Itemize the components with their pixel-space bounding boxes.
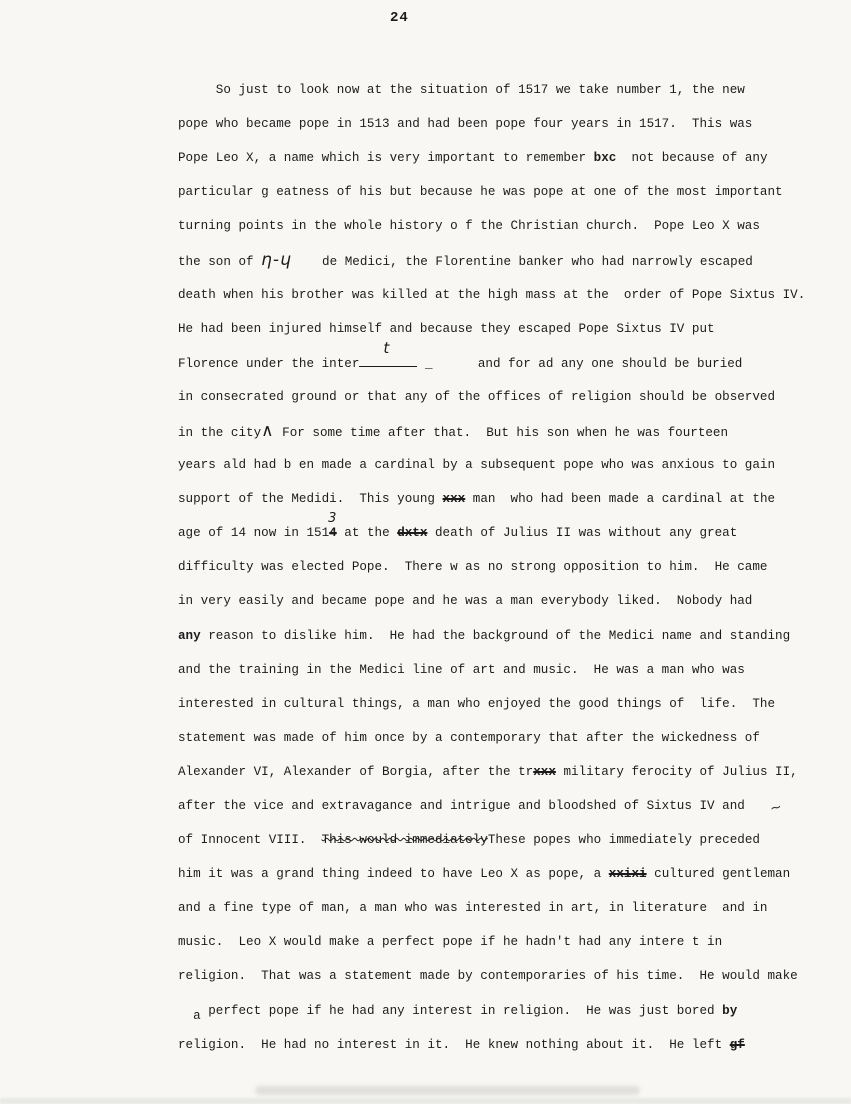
text-segment: He had been injured himself and because they escaped Pope Sixtus IV put: [178, 321, 715, 336]
text-segment: Pope Leo X, a name which is very important to remember: [178, 151, 594, 166]
text-segment: bxc: [593, 151, 617, 166]
text-segment: after the vice and extravagance and intrigue and bloodshed of Sixtus IV and: [178, 798, 745, 813]
text-segment: interested in cultural things, a man who enjoyed the good things of life. The: [178, 696, 776, 711]
text-line: [178, 966, 828, 1000]
text-segment: difficulty was elected Pope. There w as no strong opposition to him. He came: [178, 560, 768, 575]
text-line: [178, 864, 828, 898]
text-segment: any: [178, 628, 201, 643]
text-line: [178, 250, 828, 284]
handwritten-annotation: t: [383, 338, 390, 357]
text-segment: reason to dislike him. He had the background of the Medici name and standing: [200, 628, 791, 643]
text-segment: in very easily and became pope and he was a man everybody liked. Nobody had: [178, 594, 753, 609]
page-number: 24: [390, 10, 409, 26]
pen-tick-mark: ∼: [768, 798, 784, 818]
text-segment: years ald had b en made a cardinal by a subsequent pope who was anxious to gain: [178, 458, 776, 473]
text-segment: dxtx: [397, 526, 428, 541]
text-segment: Alexander VI, Alexander of Borgia, after the tr: [178, 764, 534, 779]
text-line: [178, 830, 828, 864]
text-segment: cultured gentleman: [646, 867, 791, 882]
text-segment: and a fine type of man, a man who was interested in art, in literature and in: [178, 901, 768, 916]
text-segment: turning points in the whole history o f the Christian church. Pope Leo X was: [178, 219, 760, 234]
text-line: [178, 285, 828, 319]
text-segment: music. Leo X would make a perfect pope if he hadn't had any intere t in: [178, 935, 723, 950]
text-line: [178, 216, 828, 250]
text-segment: support of the Medidi. This young: [178, 492, 443, 507]
text-segment: xxx: [442, 492, 466, 507]
text-segment: xxx: [533, 764, 556, 779]
text-segment: So just to look now at the situation of 1517 we take number 1, the new: [178, 83, 745, 97]
handwritten-annotation: ∧: [261, 420, 275, 441]
text-segment: and the training in the Medici line of art and music. He was a man who was: [178, 662, 745, 677]
text-line: [178, 932, 828, 966]
text-line: [178, 1035, 828, 1069]
text-line: [178, 694, 828, 728]
text-line: [178, 338, 828, 387]
handwritten-annotation: η-ɥ: [261, 250, 292, 271]
text-segment: statement was made of him once by a contemporary that after the wickedness of: [178, 730, 760, 745]
text-segment: perfect pope if he had any interest in religion. He was just bored: [200, 1003, 723, 1018]
text-segment: in consecrated ground or that any of the offices of religion should be observed: [178, 389, 776, 404]
text-segment: not because of any: [616, 151, 768, 166]
text-segment: age of 14 now in 151: [178, 526, 330, 541]
text-line: [178, 1001, 828, 1035]
text-segment: de Medici, the Florentine banker who had narrowly escaped: [291, 255, 753, 270]
text-line: [178, 319, 828, 353]
text-segment: death when his brother was killed at the high mass at the order of Pope Sixtus IV.: [178, 287, 806, 302]
text-segment: death of Julius II was without any great: [427, 526, 738, 541]
text-line: [178, 762, 828, 796]
text-segment: particular g eatness of his but because he was pope at one of the most important: [178, 185, 783, 200]
text-segment: For some time after that. But his son when he was fourteen: [274, 425, 729, 440]
text-segment: religion. That was a statement made by contemporaries of his time. He would make: [178, 969, 798, 984]
text-line: [178, 511, 828, 557]
handwritten-annotation: 3: [328, 511, 337, 527]
text-segment: _ and for ad any one should be buried: [417, 356, 743, 371]
text-segment: man who had been made a cardinal at the: [465, 492, 776, 507]
text-line: [178, 148, 828, 182]
text-line: [178, 660, 828, 694]
text-line: [178, 626, 828, 660]
text-segment: military ferocity of Julius II,: [555, 764, 798, 779]
text-line: [178, 421, 828, 455]
text-segment: in the city: [178, 425, 262, 440]
text-segment: him it was a grand thing indeed to have Leo X as pope, a: [178, 867, 609, 882]
text-line: [178, 387, 828, 421]
text-segment: a: [193, 1008, 201, 1023]
text-line: [178, 898, 828, 932]
text-line: [178, 455, 828, 489]
text-segment: at the: [336, 526, 398, 541]
handwritten-annotation: [359, 338, 417, 367]
document-lines: [178, 80, 828, 1069]
text-segment: by: [722, 1003, 738, 1018]
text-segment: gf: [729, 1037, 745, 1052]
scan-smudge: [255, 1086, 640, 1095]
scan-edge-shadow: [0, 1098, 851, 1104]
text-segment: the son of: [178, 255, 262, 270]
text-line: [178, 591, 828, 625]
text-line: [178, 114, 828, 148]
text-segment: of Innocent VIII.: [178, 833, 322, 848]
text-line: [178, 728, 828, 762]
handwritten-annotation: 4 3: [328, 511, 337, 541]
text-segment: These popes who immediately preceded: [487, 833, 760, 848]
text-segment: Florence under the inter: [178, 356, 360, 371]
text-line: [178, 80, 828, 114]
text-line: [178, 796, 828, 830]
text-segment: xxixi: [608, 867, 647, 882]
text-segment: pope who became pope in 1513 and had been pope four years in 1517. This was: [178, 117, 753, 132]
text-segment: [178, 1004, 193, 1018]
text-segment: This would immediately: [321, 833, 488, 848]
text-line: [178, 557, 828, 591]
text-segment: religion. He had no interest in it. He knew nothing about it. He left: [178, 1037, 730, 1052]
text-line: [178, 182, 828, 216]
